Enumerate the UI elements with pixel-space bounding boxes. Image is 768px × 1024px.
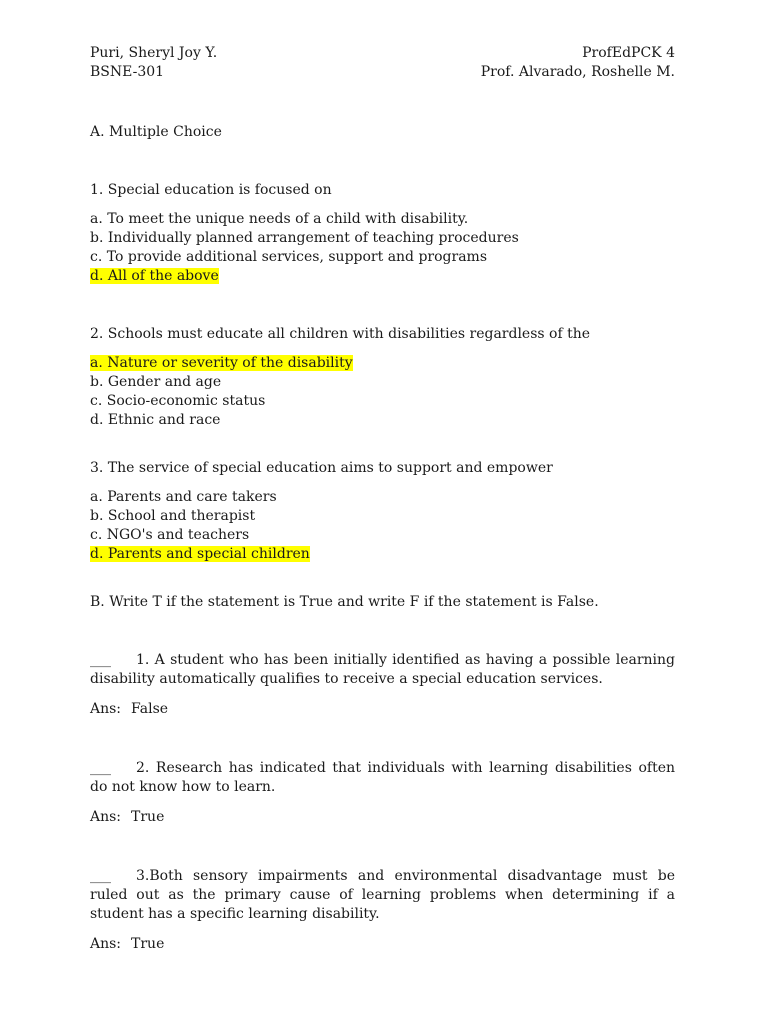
highlighted-answer: d. All of the above bbox=[90, 268, 219, 284]
option-a bbox=[90, 488, 675, 507]
option-c bbox=[90, 526, 675, 545]
option-text: c. To provide additional services, support and programs bbox=[90, 249, 488, 265]
student-info bbox=[90, 44, 217, 82]
answer-value: False bbox=[131, 701, 169, 717]
tf-answer bbox=[90, 808, 675, 827]
option-b bbox=[90, 373, 675, 392]
highlighted-answer: a. Nature or severity of the disability bbox=[90, 355, 353, 371]
question-stem: 3. The service of special education aims to support and empower bbox=[90, 460, 553, 476]
option-list bbox=[90, 354, 675, 430]
option-d bbox=[90, 545, 675, 564]
document-header bbox=[90, 44, 675, 82]
option-c bbox=[90, 248, 675, 267]
option-text: a. To meet the unique needs of a child with disability. bbox=[90, 211, 469, 227]
section-a-title: A. Multiple Choice bbox=[90, 124, 222, 140]
option-text: d. Ethnic and race bbox=[90, 412, 221, 428]
option-text: c. Socio-economic status bbox=[90, 393, 266, 409]
option-text: b. Individually planned arrangement of teaching procedures bbox=[90, 230, 519, 246]
tf-item-2 bbox=[90, 759, 675, 827]
option-text: c. NGO's and teachers bbox=[90, 527, 250, 543]
option-d bbox=[90, 267, 675, 286]
option-b bbox=[90, 229, 675, 248]
statement-text: 3.Both sensory impairments and environmental disadvantage must be ruled out as the primary cause of learning problems when determining if a student has a specific learning disability. bbox=[90, 868, 675, 922]
question-stem: 2. Schools must educate all children with disabilities regardless of the bbox=[90, 326, 591, 342]
tf-answer bbox=[90, 935, 675, 954]
highlighted-answer: d. Parents and special children bbox=[90, 546, 310, 562]
option-list bbox=[90, 210, 675, 286]
option-c bbox=[90, 392, 675, 411]
option-text: a. Parents and care takers bbox=[90, 489, 277, 505]
tf-answer bbox=[90, 700, 675, 719]
answer-value: True bbox=[131, 809, 165, 825]
document-page bbox=[90, 44, 675, 954]
statement-text: 2. Research has indicated that individuals with learning disabilities often do not know how to learn. bbox=[90, 760, 675, 795]
answer-label: Ans: bbox=[90, 701, 122, 717]
tf-item-3 bbox=[90, 867, 675, 954]
answer-label: Ans: bbox=[90, 936, 122, 952]
option-text: b. School and therapist bbox=[90, 508, 256, 524]
answer-blank: ___ bbox=[90, 652, 111, 668]
question-stem: 1. Special education is focused on bbox=[90, 182, 332, 198]
option-a bbox=[90, 354, 675, 373]
student-name: Puri, Sheryl Joy Y. bbox=[90, 45, 218, 61]
tf-item-1 bbox=[90, 651, 675, 719]
section-b-title: B. Write T if the statement is True and write F if the statement is False. bbox=[90, 594, 599, 610]
professor-name: Prof. Alvarado, Roshelle M. bbox=[480, 64, 675, 80]
answer-label: Ans: bbox=[90, 809, 122, 825]
tf-statement bbox=[90, 867, 675, 924]
answer-value: True bbox=[131, 936, 165, 952]
option-list bbox=[90, 488, 675, 564]
option-b bbox=[90, 507, 675, 526]
statement-text: 1. A student who has been initially identified as having a possible learning disability automatically qualifies to receive a special education services. bbox=[90, 652, 675, 687]
mc-question-3 bbox=[90, 459, 675, 564]
course-info bbox=[481, 44, 675, 82]
option-text: b. Gender and age bbox=[90, 374, 222, 390]
student-section: BSNE-301 bbox=[90, 64, 165, 80]
tf-statement bbox=[90, 651, 675, 689]
option-d bbox=[90, 411, 675, 430]
option-a bbox=[90, 210, 675, 229]
course-code: ProfEdPCK 4 bbox=[582, 45, 675, 61]
mc-question-2 bbox=[90, 325, 675, 430]
answer-blank: ___ bbox=[90, 868, 111, 884]
mc-question-1 bbox=[90, 181, 675, 286]
answer-blank: ___ bbox=[90, 760, 111, 776]
tf-statement bbox=[90, 759, 675, 797]
